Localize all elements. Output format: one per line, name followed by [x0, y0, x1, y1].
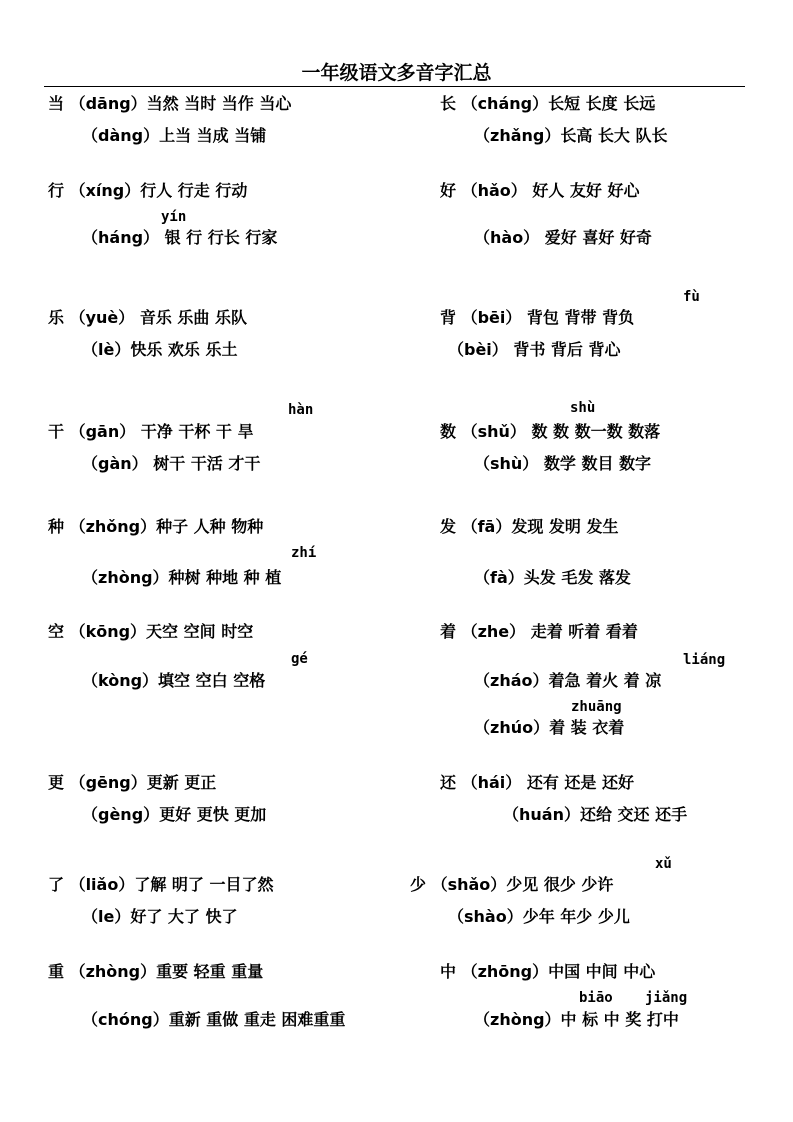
pinyin-note-han: hàn: [288, 402, 314, 418]
entry-zhong-line1: 种 （zhǒng）种子 人种 物种: [48, 517, 264, 536]
pinyin-note-zhuang: zhuāng: [571, 699, 622, 715]
entry-chong-line2: （chóng）重新 重做 重走 困难重重: [82, 1010, 346, 1029]
entry-dang-line2: （dàng）上当 当成 当铺: [82, 126, 267, 145]
pinyin-note-jiang: jiǎng: [645, 990, 688, 1006]
entry-geng-line1: 更 （gēng）更新 更正: [48, 773, 217, 792]
entry-geng-line2: （gèng）更好 更快 更加: [82, 805, 267, 824]
pinyin-note-ge: gé: [291, 651, 308, 667]
entry-hao-line2: （hào） 爱好 喜好 好奇: [474, 228, 652, 247]
entry-zhe-line2: （zháo）着急 着火 着 凉: [474, 671, 662, 690]
entry-gan-line2: （gàn） 树干 干活 才干: [82, 454, 261, 473]
entry-hao-line1: 好 （hǎo） 好人 友好 好心: [440, 181, 640, 200]
entry-zhe-line1: 着 （zhe） 走着 听着 看着: [440, 622, 638, 641]
entry-kong-line2: （kòng）填空 空白 空格: [82, 671, 266, 690]
entry-dang-line1: 当 （dāng）当然 当时 当作 当心: [48, 94, 292, 113]
entry-gan-line1: 干 （gān） 干净 干杯 干 旱: [48, 422, 254, 441]
pinyin-note-yin: yín: [161, 209, 187, 225]
entry-zhong2-line2: （zhòng）中 标 中 奖 打中: [474, 1010, 679, 1029]
entry-fa-line1: 发 （fā）发现 发明 发生: [440, 517, 619, 536]
entry-liao-line1: 了 （liǎo）了解 明了 一目了然: [48, 875, 274, 894]
entry-fa-line2: （fà）头发 毛发 落发: [474, 568, 631, 587]
entry-xing-line1: 行 （xíng）行人 行走 行动: [48, 181, 248, 200]
entry-bei-line1: 背 （bēi） 背包 背带 背负: [440, 308, 635, 327]
entry-bei-line2: （bèi） 背书 背后 背心: [448, 340, 621, 359]
entry-xing-line2: （háng） 银 行 行长 行家: [82, 228, 278, 247]
pinyin-note-shu: shù: [570, 400, 596, 416]
entry-huan-line2: （huán）还给 交还 还手: [503, 805, 688, 824]
entry-chong-line1: 重 （zhòng）重要 轻重 重量: [48, 962, 264, 981]
pinyin-note-xu: xǔ: [655, 856, 672, 872]
entry-chang-line2: （zhǎng）长高 长大 队长: [474, 126, 668, 145]
entry-kong-line1: 空 （kōng）天空 空间 时空: [48, 622, 254, 641]
pinyin-note-liang: liáng: [683, 652, 726, 668]
entry-zhong-line2: （zhòng）种树 种地 种 植: [82, 568, 282, 587]
entry-shu-line1: 数 （shǔ） 数 数 数一数 数落: [440, 422, 661, 441]
pinyin-note-fu: fù: [683, 289, 700, 305]
entry-chang-line1: 长 （cháng）长短 长度 长远: [440, 94, 656, 113]
entry-huan-line1: 还 （hái） 还有 还是 还好: [440, 773, 634, 792]
entry-zhong2-line1: 中 （zhōng）中国 中间 中心: [440, 962, 656, 981]
entry-shao-line2: （shào）少年 年少 少儿: [448, 907, 630, 926]
page-title: 一年级语文多音字汇总: [301, 62, 492, 84]
pinyin-note-zhi: zhí: [291, 545, 317, 561]
entry-shu-line2: （shù） 数学 数目 数字: [474, 454, 652, 473]
entry-zhe-line3: （zhúo）着 装 衣着: [474, 718, 625, 737]
entry-liao-line2: （le）好了 大了 快了: [82, 907, 238, 926]
entry-yue-line1: 乐 （yuè） 音乐 乐曲 乐队: [48, 308, 247, 327]
entry-yue-line2: （lè）快乐 欢乐 乐土: [82, 340, 238, 359]
pinyin-note-biao: biāo: [579, 990, 613, 1006]
title-underline: [44, 86, 745, 87]
entry-shao-line1: 少 （shǎo）少见 很少 少许: [410, 875, 614, 894]
